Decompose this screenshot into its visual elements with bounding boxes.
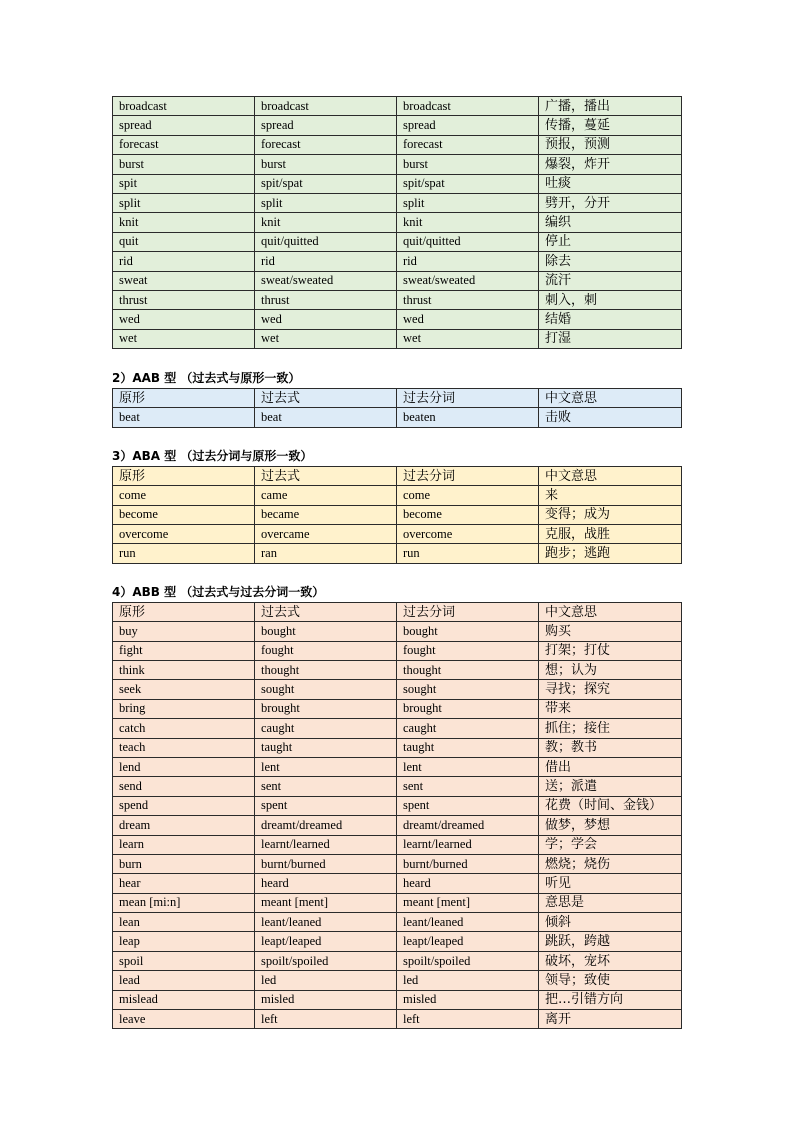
table-row	[113, 854, 682, 873]
meaning-cell: 打架；打仗	[539, 641, 682, 660]
header-cell: 过去式	[255, 389, 397, 408]
verb-form-cell: misled	[397, 990, 539, 1009]
meaning-cell: 领导；致使	[539, 971, 682, 990]
verb-form-cell: heard	[397, 874, 539, 893]
verb-form-cell: learn	[113, 835, 255, 854]
verb-form-cell: become	[113, 505, 255, 524]
table-row	[113, 796, 682, 815]
verb-form-cell: spoilt/spoiled	[397, 951, 539, 970]
header-cell: 过去分词	[397, 389, 539, 408]
verb-form-cell: knit	[113, 213, 255, 232]
verb-form-cell: rid	[255, 252, 397, 271]
verb-form-cell: quit	[113, 232, 255, 251]
meaning-cell: 吐痰	[539, 174, 682, 193]
verb-form-cell: lead	[113, 971, 255, 990]
meaning-cell: 打湿	[539, 329, 682, 348]
meaning-cell: 广播，播出	[539, 97, 682, 116]
verb-form-cell: burnt/burned	[397, 854, 539, 873]
table-row	[113, 777, 682, 796]
verb-form-cell: spit	[113, 174, 255, 193]
verb-form-cell: split	[113, 193, 255, 212]
verb-form-cell: seek	[113, 680, 255, 699]
verb-form-cell: brought	[255, 699, 397, 718]
table-header-row	[113, 466, 682, 485]
verb-form-cell: wet	[113, 329, 255, 348]
verb-form-cell: spit/spat	[397, 174, 539, 193]
verb-form-cell: came	[255, 486, 397, 505]
verb-form-cell: lend	[113, 757, 255, 776]
verb-form-cell: overcome	[113, 525, 255, 544]
table-row	[113, 835, 682, 854]
verb-form-cell: lent	[255, 757, 397, 776]
meaning-cell: 克服，战胜	[539, 525, 682, 544]
verb-form-cell: burst	[255, 155, 397, 174]
table-row	[113, 699, 682, 718]
verb-form-cell: bought	[397, 622, 539, 641]
verb-form-cell: forecast	[397, 135, 539, 154]
verb-form-cell: broadcast	[113, 97, 255, 116]
verb-form-cell: sweat/sweated	[397, 271, 539, 290]
header-cell: 过去式	[255, 602, 397, 621]
verb-form-cell: burst	[113, 155, 255, 174]
verb-form-cell: beaten	[397, 408, 539, 427]
verb-form-cell: meant [ment]	[397, 893, 539, 912]
table-header-row	[113, 602, 682, 621]
table-row	[113, 252, 682, 271]
verb-form-cell: brought	[397, 699, 539, 718]
table-row	[113, 155, 682, 174]
table-row	[113, 310, 682, 329]
verb-form-cell: leant/leaned	[255, 913, 397, 932]
verb-form-cell: taught	[397, 738, 539, 757]
verb-form-cell: wed	[255, 310, 397, 329]
verb-form-cell: wet	[255, 329, 397, 348]
verb-form-cell: forecast	[255, 135, 397, 154]
table-row	[113, 757, 682, 776]
verb-form-cell: thrust	[397, 290, 539, 309]
meaning-cell: 借出	[539, 757, 682, 776]
meaning-cell: 预报，预测	[539, 135, 682, 154]
header-cell: 过去式	[255, 466, 397, 485]
verb-form-cell: think	[113, 660, 255, 679]
verb-form-cell: fought	[255, 641, 397, 660]
meaning-cell: 送；派遣	[539, 777, 682, 796]
verb-form-cell: beat	[255, 408, 397, 427]
table-row	[113, 232, 682, 251]
verb-form-cell: led	[255, 971, 397, 990]
verb-form-cell: misled	[255, 990, 397, 1009]
table-row	[113, 174, 682, 193]
table-row	[113, 135, 682, 154]
verb-form-cell: leapt/leaped	[397, 932, 539, 951]
verb-form-cell: spread	[113, 116, 255, 135]
verb-form-cell: broadcast	[255, 97, 397, 116]
table-row	[113, 97, 682, 116]
meaning-cell: 结婚	[539, 310, 682, 329]
verb-form-cell: forecast	[113, 135, 255, 154]
meaning-cell: 抓住；接住	[539, 719, 682, 738]
meaning-cell: 寻找；探究	[539, 680, 682, 699]
meaning-cell: 传播，蔓延	[539, 116, 682, 135]
verb-table-aba	[112, 466, 682, 564]
meaning-cell: 编织	[539, 213, 682, 232]
verb-form-cell: fight	[113, 641, 255, 660]
verb-form-cell: burn	[113, 854, 255, 873]
meaning-cell: 劈开，分开	[539, 193, 682, 212]
verb-form-cell: learnt/learned	[255, 835, 397, 854]
verb-table-continued	[112, 96, 682, 349]
verb-form-cell: sought	[397, 680, 539, 699]
verb-form-cell: meant [ment]	[255, 893, 397, 912]
verb-form-cell: spent	[397, 796, 539, 815]
verb-form-cell: heard	[255, 874, 397, 893]
verb-form-cell: learnt/learned	[397, 835, 539, 854]
verb-form-cell: mislead	[113, 990, 255, 1009]
verb-form-cell: dream	[113, 816, 255, 835]
verb-form-cell: leap	[113, 932, 255, 951]
table-row	[113, 505, 682, 524]
verb-form-cell: come	[113, 486, 255, 505]
table-row	[113, 408, 682, 427]
table-row	[113, 525, 682, 544]
verb-form-cell: rid	[397, 252, 539, 271]
table-row	[113, 290, 682, 309]
verb-form-cell: wed	[113, 310, 255, 329]
meaning-cell: 学；学会	[539, 835, 682, 854]
verb-form-cell: burnt/burned	[255, 854, 397, 873]
verb-form-cell: run	[113, 544, 255, 563]
meaning-cell: 流汗	[539, 271, 682, 290]
table-row	[113, 971, 682, 990]
table-row	[113, 990, 682, 1009]
table-row	[113, 213, 682, 232]
verb-form-cell: run	[397, 544, 539, 563]
verb-form-cell: became	[255, 505, 397, 524]
section-heading-aba: 3）ABA 型 （过去分词与原形一致）	[112, 448, 313, 463]
verb-form-cell: quit/quitted	[397, 232, 539, 251]
verb-form-cell: spread	[255, 116, 397, 135]
verb-form-cell: leant/leaned	[397, 913, 539, 932]
meaning-cell: 花费（时间、金钱）	[539, 796, 682, 815]
meaning-cell: 爆裂，炸开	[539, 155, 682, 174]
meaning-cell: 变得；成为	[539, 505, 682, 524]
verb-form-cell: led	[397, 971, 539, 990]
verb-form-cell: wet	[397, 329, 539, 348]
header-cell: 中文意思	[539, 602, 682, 621]
verb-form-cell: dreamt/dreamed	[397, 816, 539, 835]
verb-form-cell: leave	[113, 1010, 255, 1029]
verb-form-cell: ran	[255, 544, 397, 563]
verb-form-cell: sweat/sweated	[255, 271, 397, 290]
header-cell: 过去分词	[397, 602, 539, 621]
meaning-cell: 停止	[539, 232, 682, 251]
meaning-cell: 跳跃，跨越	[539, 932, 682, 951]
verb-form-cell: spoilt/spoiled	[255, 951, 397, 970]
meaning-cell: 除去	[539, 252, 682, 271]
header-cell: 原形	[113, 602, 255, 621]
verb-form-cell: lent	[397, 757, 539, 776]
meaning-cell: 离开	[539, 1010, 682, 1029]
verb-form-cell: wed	[397, 310, 539, 329]
meaning-cell: 把…引错方向	[539, 990, 682, 1009]
meaning-cell: 做梦，梦想	[539, 816, 682, 835]
verb-form-cell: fought	[397, 641, 539, 660]
table-row	[113, 193, 682, 212]
table-row	[113, 271, 682, 290]
verb-form-cell: spit/spat	[255, 174, 397, 193]
verb-form-cell: spoil	[113, 951, 255, 970]
verb-form-cell: come	[397, 486, 539, 505]
verb-form-cell: leapt/leaped	[255, 932, 397, 951]
table-row	[113, 660, 682, 679]
header-cell: 中文意思	[539, 389, 682, 408]
table-row	[113, 719, 682, 738]
table-row	[113, 951, 682, 970]
table-row	[113, 641, 682, 660]
table-row	[113, 329, 682, 348]
verb-form-cell: buy	[113, 622, 255, 641]
verb-form-cell: sweat	[113, 271, 255, 290]
verb-form-cell: bought	[255, 622, 397, 641]
verb-form-cell: mean [mi:n]	[113, 893, 255, 912]
meaning-cell: 意思是	[539, 893, 682, 912]
verb-form-cell: sent	[255, 777, 397, 796]
table-row	[113, 1010, 682, 1029]
table-row	[113, 932, 682, 951]
meaning-cell: 刺入，刺	[539, 290, 682, 309]
verb-form-cell: become	[397, 505, 539, 524]
meaning-cell: 倾斜	[539, 913, 682, 932]
verb-form-cell: lean	[113, 913, 255, 932]
verb-form-cell: broadcast	[397, 97, 539, 116]
verb-form-cell: send	[113, 777, 255, 796]
verb-form-cell: overcame	[255, 525, 397, 544]
table-row	[113, 738, 682, 757]
verb-form-cell: caught	[397, 719, 539, 738]
verb-form-cell: left	[397, 1010, 539, 1029]
verb-form-cell: knit	[255, 213, 397, 232]
table-row	[113, 486, 682, 505]
meaning-cell: 破坏，宠坏	[539, 951, 682, 970]
header-cell: 原形	[113, 389, 255, 408]
verb-form-cell: taught	[255, 738, 397, 757]
verb-form-cell: overcome	[397, 525, 539, 544]
meaning-cell: 购买	[539, 622, 682, 641]
verb-form-cell: teach	[113, 738, 255, 757]
header-cell: 原形	[113, 466, 255, 485]
table-row	[113, 680, 682, 699]
verb-form-cell: bring	[113, 699, 255, 718]
header-cell: 过去分词	[397, 466, 539, 485]
verb-form-cell: thought	[397, 660, 539, 679]
table-row	[113, 874, 682, 893]
verb-table-aab	[112, 388, 682, 428]
verb-form-cell: spread	[397, 116, 539, 135]
meaning-cell: 跑步；逃跑	[539, 544, 682, 563]
table-row	[113, 544, 682, 563]
meaning-cell: 教；教书	[539, 738, 682, 757]
verb-form-cell: knit	[397, 213, 539, 232]
verb-form-cell: quit/quitted	[255, 232, 397, 251]
verb-form-cell: sought	[255, 680, 397, 699]
section-heading-aab: 2）AAB 型 （过去式与原形一致）	[112, 371, 301, 386]
table-row	[113, 816, 682, 835]
verb-form-cell: caught	[255, 719, 397, 738]
section-heading-abb: 4）ABB 型 （过去式与过去分词一致）	[112, 584, 325, 599]
meaning-cell: 听见	[539, 874, 682, 893]
table-header-row	[113, 389, 682, 408]
verb-table-abb	[112, 602, 682, 1030]
verb-form-cell: thrust	[255, 290, 397, 309]
header-cell: 中文意思	[539, 466, 682, 485]
table-row	[113, 622, 682, 641]
verb-form-cell: beat	[113, 408, 255, 427]
meaning-cell: 击败	[539, 408, 682, 427]
meaning-cell: 来	[539, 486, 682, 505]
verb-form-cell: burst	[397, 155, 539, 174]
verb-form-cell: left	[255, 1010, 397, 1029]
verb-form-cell: spend	[113, 796, 255, 815]
meaning-cell: 带来	[539, 699, 682, 718]
meaning-cell: 想；认为	[539, 660, 682, 679]
meaning-cell: 燃烧；烧伤	[539, 854, 682, 873]
table-row	[113, 913, 682, 932]
verb-form-cell: thrust	[113, 290, 255, 309]
verb-form-cell: thought	[255, 660, 397, 679]
verb-form-cell: split	[255, 193, 397, 212]
table-row	[113, 116, 682, 135]
verb-form-cell: spent	[255, 796, 397, 815]
verb-form-cell: split	[397, 193, 539, 212]
verb-form-cell: hear	[113, 874, 255, 893]
table-row	[113, 893, 682, 912]
verb-form-cell: catch	[113, 719, 255, 738]
verb-form-cell: rid	[113, 252, 255, 271]
verb-form-cell: dreamt/dreamed	[255, 816, 397, 835]
document-page	[112, 96, 681, 1029]
verb-form-cell: sent	[397, 777, 539, 796]
